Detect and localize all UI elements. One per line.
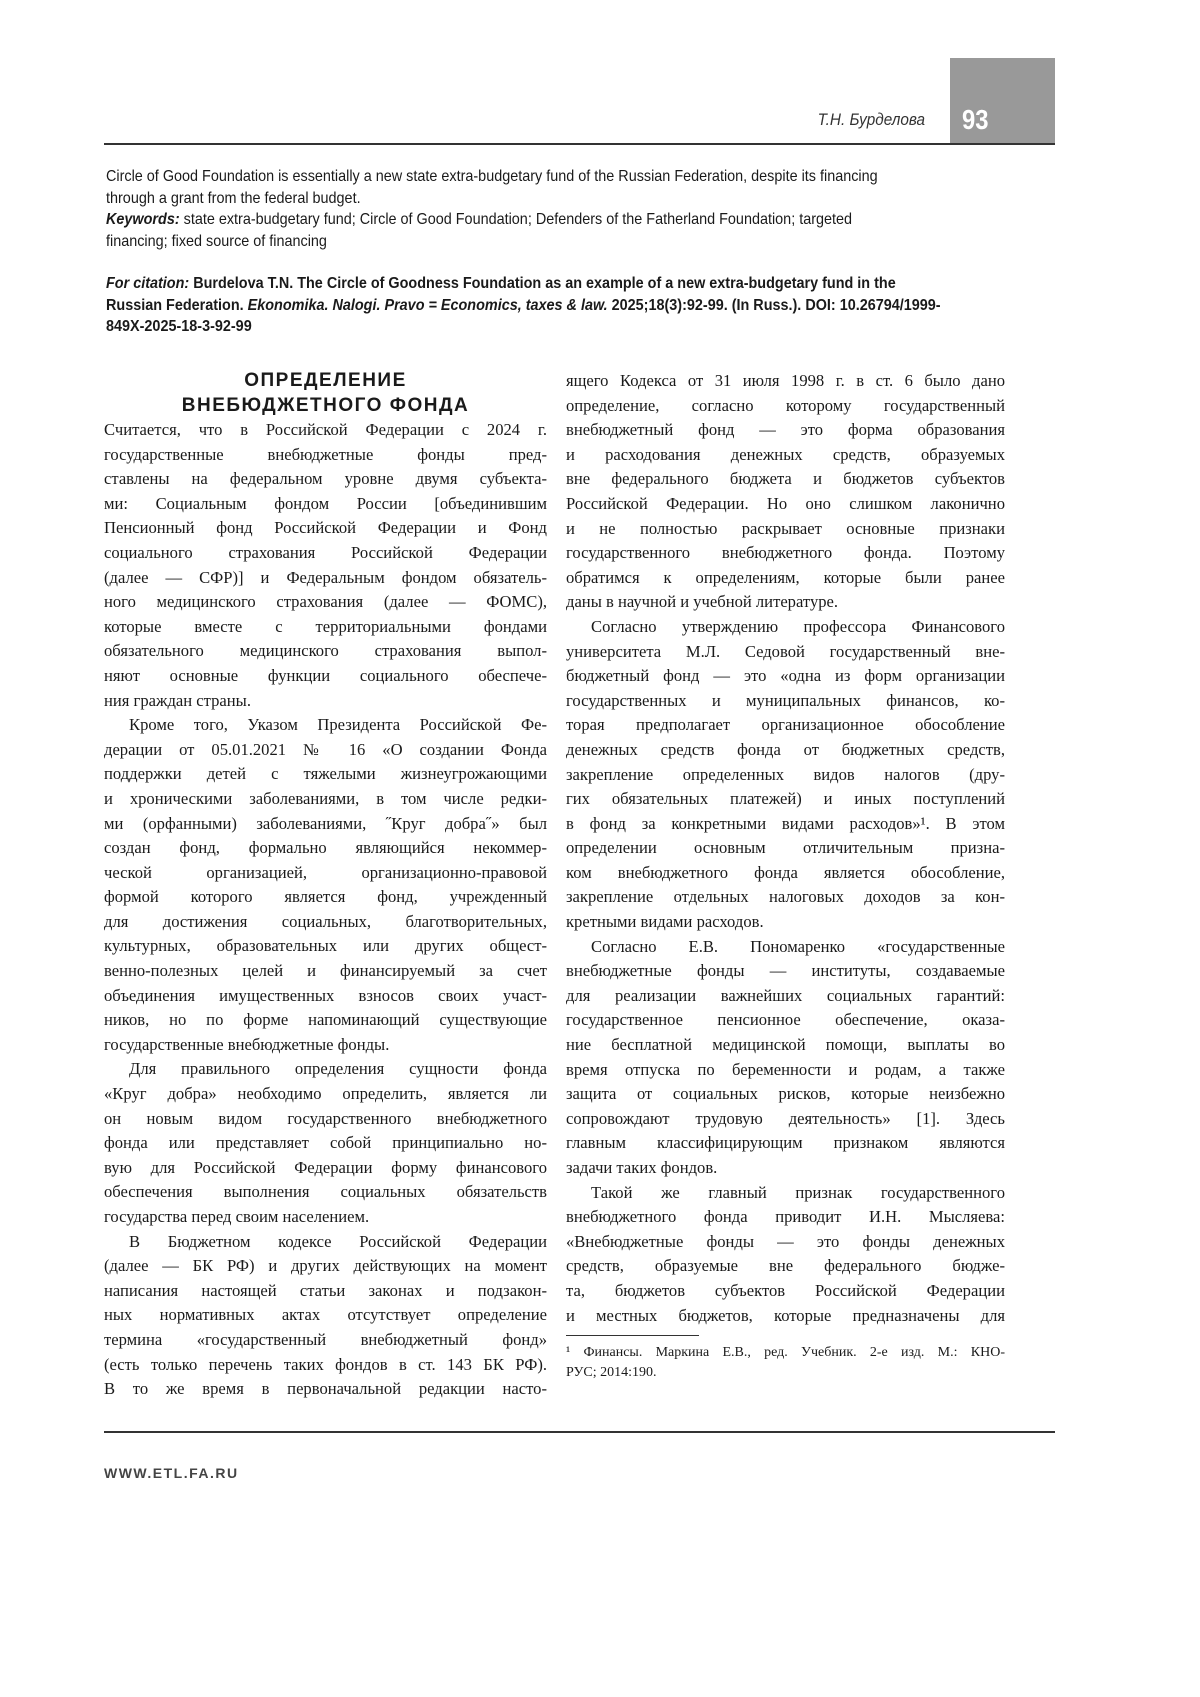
text-line: та, бюджетов субъектов Российской Федерации — [566, 1280, 1005, 1300]
text-line: социального страхования Российской Федерации — [104, 542, 547, 562]
citation-label: For citation: — [106, 275, 190, 292]
text-line: ных нормативных актах отсутствует определение — [104, 1305, 547, 1325]
citation-text: Burdelova T.N. The Circle of Goodness Foundation as an example of a new extra-budgetary fund in the — [189, 275, 896, 292]
text-line: венно-полезных целей и финансируемый за счет — [104, 961, 547, 981]
text-line: Для правильного определения сущности фонда — [129, 1059, 547, 1079]
text-line: внебюджетный фонд — это форма образования — [566, 420, 1005, 440]
text-line: бюджетный фонд — это «одна из форм организации — [566, 666, 1005, 686]
text-line: Согласно утверждению профессора Финансового — [591, 616, 1005, 636]
text-line: ком внебюджетного фонда является обособление, — [566, 862, 1005, 882]
text-line: внебюджетные фонды — институты, создаваемые — [566, 961, 1005, 981]
heading-line: ОПРЕДЕЛЕНИЕ — [244, 370, 407, 391]
text-line: няют основные функции социального обеспече- — [104, 665, 547, 685]
citation — [106, 273, 941, 338]
citation-journal: Ekonomika. Nalogi. Pravo = Economics, taxes & law. — [247, 296, 608, 314]
text-line: торая предполагает организационное обособление — [566, 715, 1005, 735]
left-column — [104, 418, 547, 1402]
keywords-label: Keywords: — [106, 211, 180, 228]
text-line: обеспечения выполнения социальных обязательств — [104, 1182, 547, 1202]
text-line: и местных бюджетов, которые предназначены для — [566, 1305, 1005, 1325]
text-line: «Внебюджетные фонды — это фонды денежных — [566, 1231, 1005, 1251]
text-line: (есть только перечень таких фондов в ст. 143 БК РФ). — [104, 1354, 547, 1374]
text-line: денежных средств фонда от бюджетных средств, — [566, 739, 1005, 759]
citation-text: Russian Federation. — [106, 296, 248, 314]
text-line: ставлены на федеральном уровне двумя субъекта- — [104, 469, 547, 489]
text-line: и не полностью раскрывает основные признаки — [566, 518, 1005, 538]
text-line: он новым видом государственного внебюджетного — [104, 1108, 547, 1128]
text-line: В Бюджетном кодексе Российской Федерации — [129, 1231, 547, 1251]
text-line: ми: Социальным фондом России [объединившим — [104, 493, 547, 513]
text-line: поддержки детей с тяжелыми жизнеугрожающими — [104, 764, 547, 784]
text-line: внебюджетного фонда приводит И.Н. Мысляева: — [566, 1207, 1005, 1227]
text-line: формой которого является фонд, учрежденный — [104, 887, 547, 907]
header-rule — [104, 143, 1055, 145]
text-line: вне федерального бюджета и бюджетов субъектов — [566, 469, 1005, 489]
text-line: главным классифицирующим признаком являются — [566, 1133, 1005, 1153]
paragraph — [104, 418, 547, 713]
footnote-line: ¹ Финансы. Маркина Е.В., ред. Учебник. 2-е изд. М.: КНО- — [566, 1345, 1005, 1360]
text-line: термина «государственный внебюджетный фонд» — [104, 1329, 547, 1349]
text-line: которые вместе с территориальными фондами — [104, 616, 547, 636]
text-line: «Круг добра» необходимо определить, является ли — [104, 1084, 547, 1104]
footnote — [566, 1343, 1005, 1383]
text-line: и расходования денежных средств, образуемых — [566, 444, 1005, 464]
text-line: создан фонд, формально являющийся некоммер- — [104, 838, 547, 858]
text-line: ния граждан страны. — [104, 690, 251, 710]
journal-url[interactable]: WWW.ETL.FA.RU — [104, 1465, 239, 1481]
text-line: государственных и муниципальных финансов, ко- — [566, 690, 1005, 710]
paragraph — [104, 713, 547, 1057]
paragraph — [566, 615, 1005, 935]
text-line: фонда или представляет собой принципиально но- — [104, 1133, 547, 1153]
text-line: государственные внебюджетные фонды. — [104, 1034, 390, 1054]
text-line: государственные внебюджетные фонды пред- — [104, 444, 547, 464]
section-heading — [104, 368, 547, 418]
text-line: обратимся к определениям, которые были ранее — [566, 567, 1005, 587]
text-line: (далее — БК РФ) и других действующих на момент — [104, 1256, 547, 1276]
text-line: для реализации важнейших социальных гарантий: — [566, 985, 1005, 1005]
text-line: время отпуска по беременности и родам, а также — [566, 1059, 1005, 1079]
paragraph — [566, 935, 1005, 1181]
text-line: дерации от 05.01.2021 № 16 «О создании Фонда — [104, 739, 547, 759]
text-line: Российской Федерации. Но оно слишком лаконично — [566, 493, 1005, 513]
text-line: Считается, что в Российской Федерации с 2024 г. — [104, 420, 547, 439]
paragraph — [104, 1230, 547, 1402]
text-line: ного медицинского страхования (далее — ФОМС), — [104, 592, 547, 612]
text-line: Пенсионный фонд Российской Федерации и Фонд — [104, 518, 547, 538]
text-line: Такой же главный признак государственного — [591, 1182, 1005, 1202]
text-line: В то же время в первоначальной редакции насто- — [104, 1379, 547, 1399]
paragraph — [566, 1181, 1005, 1329]
keywords — [106, 209, 878, 231]
text-line: университета М.Л. Седовой государственный вне- — [566, 641, 1005, 661]
abstract-end — [106, 166, 878, 252]
text-line: государства перед своим населением. — [104, 1207, 370, 1226]
text-line: сопровождают трудовую деятельность» [1]. Здесь — [566, 1108, 1005, 1128]
text-line: закрепление определенных видов налогов (дру- — [566, 764, 1005, 784]
text-line: определение, согласно которому государственный — [566, 395, 1005, 415]
abstract-line: Circle of Good Foundation is essentially a new state extra-budgetary fund of the Russian Federation, despite its financing — [106, 168, 878, 185]
citation-doi: 849X-2025-18-3-92-99 — [106, 318, 252, 335]
text-line: ми (орфанными) заболеваниями, ˝Круг добра˝» был — [104, 813, 547, 833]
text-line: ников, но по форме напоминающий существующие — [104, 1010, 547, 1030]
text-line: задачи таких фондов. — [566, 1158, 718, 1177]
text-line: средств, образуемые вне федерального бюдже- — [566, 1256, 1005, 1276]
text-line: ческой организацией, организационно-правовой — [104, 862, 547, 882]
running-header-author: Т.Н. Бурделова — [817, 110, 925, 129]
text-line: определении основным отличительным призна- — [566, 838, 1005, 858]
footnote-line: РУС; 2014:190. — [566, 1365, 657, 1380]
page-number: 93 — [962, 104, 989, 135]
footer-rule — [104, 1431, 1055, 1433]
footnote-rule — [566, 1335, 699, 1336]
text-line: вую для Российской Федерации форму финансового — [104, 1157, 547, 1177]
citation-text: 2025;18(3):92-99. (In Russ.). DOI: 10.26794/1999- — [607, 296, 941, 314]
text-line: защита от социальных рисков, которые неизбежно — [566, 1084, 1005, 1104]
heading-line: ВНЕБЮДЖЕТНОГО ФОНДА — [181, 395, 470, 416]
text-line: и хроническими заболеваниями, в том числе редки- — [104, 788, 547, 808]
text-line: в фонд за конкретными видами расходов»¹. В этом — [566, 813, 1005, 833]
text-line: государственное пенсионное обеспечение, оказа- — [566, 1010, 1005, 1030]
text-line: (далее — СФР)] и Федеральным фондом обязатель- — [104, 567, 547, 587]
text-line: Кроме того, Указом Президента Российской Фе- — [129, 715, 547, 735]
abstract-line: through a grant from the federal budget. — [106, 189, 361, 207]
text-line: гих обязательных платежей) и иных поступлений — [566, 789, 1005, 809]
text-line: Согласно Е.В. Пономаренко «государственные — [591, 936, 1005, 956]
text-line: объединения имущественных взносов своих участ- — [104, 985, 547, 1005]
text-line: кретными видами расходов. — [566, 912, 764, 932]
text-line: закрепление отдельных налоговых доходов за кон- — [566, 887, 1005, 907]
keywords-text: state extra-budgetary fund; Circle of Good Foundation; Defenders of the Fatherland Foundation; targeted — [179, 211, 853, 228]
paragraph — [104, 1057, 547, 1229]
text-line: обязательного медицинского страхования выпол- — [104, 641, 547, 661]
keywords-text: financing; fixed source of financing — [106, 232, 327, 250]
text-line: культурных, образовательных или других общест- — [104, 936, 547, 956]
text-line: ние бесплатной медицинской помощи, выплаты во — [566, 1035, 1005, 1055]
right-column — [566, 369, 1005, 1328]
text-line: ящего Кодекса от 31 июля 1998 г. в ст. 6 было дано — [566, 371, 1005, 390]
text-line: для достижения социальных, благотворительных, — [104, 911, 547, 931]
paragraph — [566, 369, 1005, 615]
text-line: даны в научной и учебной литературе. — [566, 592, 839, 612]
text-line: государственного внебюджетного фонда. Поэтому — [566, 543, 1005, 563]
text-line: написания настоящей статьи законах и подзакон- — [104, 1280, 547, 1300]
